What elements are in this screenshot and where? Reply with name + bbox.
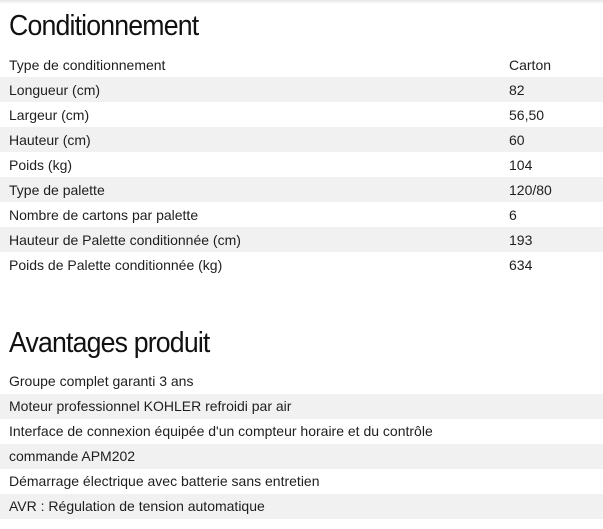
row-label: Hauteur (cm) — [9, 131, 91, 148]
list-item: Démarrage électrique avec batterie sans entretien — [9, 473, 320, 489]
row-value: Carton — [509, 56, 552, 73]
list-item: commande APM202 — [0, 444, 603, 469]
list-item: Interface de connexion équipée d'un compteur horaire et du contrôle — [9, 423, 433, 439]
row-value: 104 — [509, 156, 533, 173]
row-label: Hauteur de Palette conditionnée (cm) — [9, 231, 241, 248]
row-value: 60 — [509, 131, 525, 148]
packaging-heading: Conditionnement — [9, 10, 199, 42]
table-row — [0, 177, 603, 202]
row-value: 82 — [509, 81, 525, 98]
table-row — [0, 252, 603, 277]
table-row — [0, 77, 603, 102]
row-value: 634 — [509, 256, 533, 273]
row-label: Type de conditionnement — [9, 56, 166, 73]
list-item: AVR : Régulation de tension automatique — [0, 494, 603, 519]
list-item: Moteur professionnel KOHLER refroidi par air — [0, 394, 603, 419]
table-row — [0, 127, 603, 152]
list-item: Groupe complet garanti 3 ans — [9, 373, 194, 389]
top-divider — [0, 0, 603, 4]
row-label: Largeur (cm) — [9, 106, 90, 123]
advantages-heading: Avantages produit — [9, 327, 210, 359]
row-value: 56,50 — [509, 106, 545, 123]
table-row — [0, 152, 603, 177]
row-label: Longueur (cm) — [9, 81, 101, 98]
table-row — [0, 227, 603, 252]
row-label: Type de palette — [9, 181, 105, 198]
packaging-table — [0, 52, 603, 277]
table-row — [0, 202, 603, 227]
table-row — [0, 102, 603, 127]
row-value: 120/80 — [509, 181, 552, 198]
row-value: 6 — [509, 206, 517, 223]
table-row — [0, 52, 603, 77]
row-label: Poids de Palette conditionnée (kg) — [9, 256, 223, 273]
row-label: Nombre de cartons par palette — [9, 206, 199, 223]
row-value: 193 — [509, 231, 533, 248]
advantages-list — [0, 369, 603, 519]
row-label: Poids (kg) — [9, 156, 73, 173]
